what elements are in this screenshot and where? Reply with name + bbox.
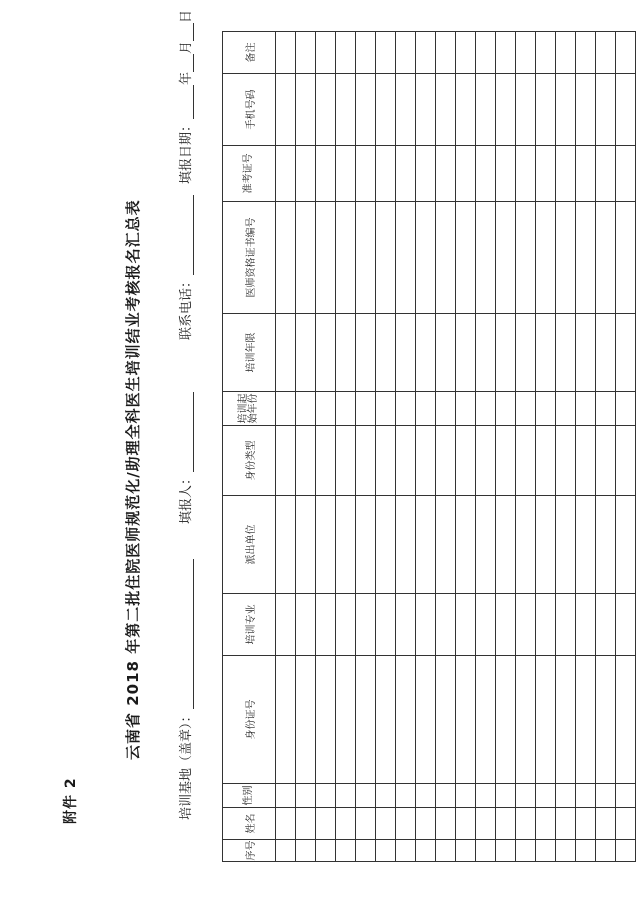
page-title: 云南省 2018 年第二批住院医师规范化/助理全科医生培训结业考核报名汇总表: [124, 199, 142, 760]
table-cell[interactable]: [496, 314, 516, 392]
header-phone: 手机号码: [223, 74, 276, 146]
header-index: 序号: [223, 840, 276, 862]
table-cell[interactable]: [616, 392, 636, 426]
date-label: 填报日期：: [179, 118, 194, 184]
table-cell[interactable]: [536, 594, 556, 656]
table-cell[interactable]: [336, 496, 356, 594]
table-cell[interactable]: [556, 784, 576, 808]
table-cell[interactable]: [416, 426, 436, 496]
header-exam-number: 准考证号: [223, 146, 276, 202]
table-cell[interactable]: [396, 496, 416, 594]
table-header-row: [223, 32, 276, 862]
table-cell[interactable]: [596, 426, 616, 496]
header-gender: 性别: [223, 784, 276, 808]
table-cell[interactable]: [476, 496, 496, 594]
table-cell[interactable]: [556, 32, 576, 74]
table-cell[interactable]: [616, 74, 636, 146]
table-cell[interactable]: [396, 594, 416, 656]
table-cell[interactable]: [596, 392, 616, 426]
table-cell[interactable]: [496, 840, 516, 862]
table-row: [296, 32, 316, 862]
table-cell[interactable]: [416, 594, 436, 656]
date-day: 日: [179, 9, 194, 23]
table-cell[interactable]: [536, 656, 556, 784]
table-cell[interactable]: [456, 656, 476, 784]
table-cell[interactable]: [296, 426, 316, 496]
table-cell[interactable]: [476, 784, 496, 808]
table-cell[interactable]: [296, 594, 316, 656]
table-cell[interactable]: [536, 426, 556, 496]
table-cell[interactable]: [316, 74, 336, 146]
table-cell[interactable]: [356, 74, 376, 146]
table-cell[interactable]: [516, 784, 536, 808]
table-cell[interactable]: [476, 808, 496, 840]
table-cell[interactable]: [416, 392, 436, 426]
table-row: [556, 32, 576, 862]
table-cell[interactable]: [576, 656, 596, 784]
table-cell[interactable]: [436, 840, 456, 862]
table-cell[interactable]: [376, 594, 396, 656]
table-cell[interactable]: [336, 426, 356, 496]
table-cell[interactable]: [616, 314, 636, 392]
table-cell[interactable]: [536, 32, 556, 74]
table-cell[interactable]: [556, 74, 576, 146]
table-cell[interactable]: [536, 808, 556, 840]
table-cell[interactable]: [396, 74, 416, 146]
table-cell[interactable]: [296, 146, 316, 202]
table-cell[interactable]: [536, 496, 556, 594]
date-month-blank[interactable]: [179, 54, 194, 72]
table-cell[interactable]: [316, 32, 336, 74]
table-cell[interactable]: [316, 426, 336, 496]
table-cell[interactable]: [576, 202, 596, 314]
table-cell[interactable]: [576, 496, 596, 594]
table-cell[interactable]: [416, 74, 436, 146]
table-cell[interactable]: [376, 202, 396, 314]
table-row: [476, 32, 496, 862]
table-cell[interactable]: [416, 202, 436, 314]
date-month: 月: [179, 40, 194, 54]
table-cell[interactable]: [336, 146, 356, 202]
table-cell[interactable]: [296, 74, 316, 146]
table-cell[interactable]: [516, 656, 536, 784]
table-cell[interactable]: [356, 32, 376, 74]
filler-label: 填报人：: [179, 471, 194, 524]
table-cell[interactable]: [456, 74, 476, 146]
table-cell[interactable]: [276, 32, 296, 74]
table-cell[interactable]: [576, 392, 596, 426]
table-cell[interactable]: [436, 656, 456, 784]
table-cell[interactable]: [496, 74, 516, 146]
table-cell[interactable]: [476, 392, 496, 426]
table-cell[interactable]: [496, 784, 516, 808]
base-field: [175, 559, 194, 820]
table-cell[interactable]: [436, 784, 456, 808]
table-cell[interactable]: [516, 808, 536, 840]
table-cell[interactable]: [496, 202, 516, 314]
header-years: 培训年限: [223, 314, 276, 392]
table-cell[interactable]: [596, 808, 616, 840]
table-cell[interactable]: [476, 594, 496, 656]
table-cell[interactable]: [616, 426, 636, 496]
table-cell[interactable]: [336, 784, 356, 808]
table-cell[interactable]: [496, 594, 516, 656]
table-cell[interactable]: [456, 594, 476, 656]
table-cell[interactable]: [476, 426, 496, 496]
registration-table: [222, 31, 636, 862]
table-cell[interactable]: [296, 202, 316, 314]
table-cell[interactable]: [276, 594, 296, 656]
table-cell[interactable]: [436, 392, 456, 426]
table-cell[interactable]: [616, 146, 636, 202]
date-year: 年: [179, 71, 194, 85]
table-cell[interactable]: [436, 32, 456, 74]
table-cell[interactable]: [456, 784, 476, 808]
table-cell[interactable]: [516, 840, 536, 862]
base-blank[interactable]: [179, 559, 194, 709]
table-cell[interactable]: [476, 202, 496, 314]
table-cell[interactable]: [356, 808, 376, 840]
table-cell[interactable]: [376, 74, 396, 146]
table-cell[interactable]: [536, 784, 556, 808]
table-cell[interactable]: [316, 146, 336, 202]
table-cell[interactable]: [316, 840, 336, 862]
table-cell[interactable]: [276, 840, 296, 862]
table-cell[interactable]: [436, 426, 456, 496]
table-row: [616, 32, 636, 862]
table-cell[interactable]: [476, 656, 496, 784]
table-cell[interactable]: [496, 392, 516, 426]
table-cell[interactable]: [496, 32, 516, 74]
table-row: [356, 32, 376, 862]
table-cell[interactable]: [336, 594, 356, 656]
table-cell[interactable]: [316, 392, 336, 426]
table-cell[interactable]: [456, 32, 476, 74]
filler-field: [175, 392, 194, 524]
table-cell[interactable]: [276, 392, 296, 426]
table-cell[interactable]: [416, 840, 436, 862]
header-remarks: 备注: [223, 32, 276, 74]
table-cell[interactable]: [396, 392, 416, 426]
header-unit: 派出单位: [223, 496, 276, 594]
table-cell[interactable]: [336, 202, 356, 314]
header-start-year: 培训起始年份: [223, 392, 276, 426]
table-cell[interactable]: [496, 808, 516, 840]
table-cell[interactable]: [436, 74, 456, 146]
table-cell[interactable]: [516, 74, 536, 146]
header-name: 姓名: [223, 808, 276, 840]
table-cell[interactable]: [296, 496, 316, 594]
table-cell[interactable]: [436, 202, 456, 314]
table-cell[interactable]: [376, 32, 396, 74]
table-cell[interactable]: [536, 74, 556, 146]
table-cell[interactable]: [536, 314, 556, 392]
table-cell[interactable]: [276, 202, 296, 314]
table-cell[interactable]: [376, 496, 396, 594]
table-cell[interactable]: [616, 808, 636, 840]
table-cell[interactable]: [296, 656, 316, 784]
table-cell[interactable]: [416, 32, 436, 74]
table-cell[interactable]: [516, 426, 536, 496]
table-cell[interactable]: [556, 392, 576, 426]
table-cell[interactable]: [436, 314, 456, 392]
table-cell[interactable]: [416, 656, 436, 784]
table-cell[interactable]: [356, 656, 376, 784]
table-cell[interactable]: [616, 202, 636, 314]
table-cell[interactable]: [356, 392, 376, 426]
table-cell[interactable]: [276, 74, 296, 146]
table-body: [276, 32, 636, 862]
table-cell[interactable]: [356, 594, 376, 656]
table-cell[interactable]: [376, 426, 396, 496]
table-cell[interactable]: [516, 594, 536, 656]
table-cell[interactable]: [356, 840, 376, 862]
table-cell[interactable]: [296, 392, 316, 426]
table-cell[interactable]: [376, 314, 396, 392]
table-cell[interactable]: [576, 594, 596, 656]
table-cell[interactable]: [596, 146, 616, 202]
table-cell[interactable]: [396, 426, 416, 496]
table-cell[interactable]: [436, 594, 456, 656]
table-row: [496, 32, 516, 862]
table-row: [336, 32, 356, 862]
table-cell[interactable]: [336, 656, 356, 784]
table-cell[interactable]: [456, 314, 476, 392]
table-cell[interactable]: [496, 656, 516, 784]
table-cell[interactable]: [616, 784, 636, 808]
table-cell[interactable]: [556, 426, 576, 496]
table-cell[interactable]: [336, 392, 356, 426]
table-cell[interactable]: [516, 32, 536, 74]
table-cell[interactable]: [596, 784, 616, 808]
table-cell[interactable]: [516, 496, 536, 594]
table-cell[interactable]: [276, 808, 296, 840]
table-cell[interactable]: [356, 146, 376, 202]
table-cell[interactable]: [596, 74, 616, 146]
table-cell[interactable]: [596, 840, 616, 862]
table-cell[interactable]: [356, 314, 376, 392]
date-year-blank[interactable]: [179, 85, 194, 119]
table-cell[interactable]: [396, 808, 416, 840]
table-cell[interactable]: [296, 314, 316, 392]
table-row: [316, 32, 336, 862]
table-cell[interactable]: [416, 146, 436, 202]
table-cell[interactable]: [516, 314, 536, 392]
phone-field: [175, 195, 194, 340]
table-cell[interactable]: [556, 594, 576, 656]
table-cell[interactable]: [536, 840, 556, 862]
table-cell[interactable]: [396, 146, 416, 202]
table-cell[interactable]: [316, 496, 336, 594]
date-day-blank[interactable]: [179, 23, 194, 41]
table-cell[interactable]: [276, 496, 296, 594]
table-cell[interactable]: [336, 840, 356, 862]
table-cell[interactable]: [416, 784, 436, 808]
table-cell[interactable]: [536, 392, 556, 426]
table-cell[interactable]: [556, 314, 576, 392]
table-cell[interactable]: [336, 74, 356, 146]
table-cell[interactable]: [276, 784, 296, 808]
table-cell[interactable]: [576, 426, 596, 496]
table-row: [396, 32, 416, 862]
phone-label: 联系电话：: [179, 274, 194, 340]
table-cell[interactable]: [276, 656, 296, 784]
filler-blank[interactable]: [179, 392, 194, 472]
table-cell[interactable]: [336, 314, 356, 392]
table-cell[interactable]: [316, 594, 336, 656]
table-cell[interactable]: [276, 314, 296, 392]
table-cell[interactable]: [576, 840, 596, 862]
table-cell[interactable]: [376, 146, 396, 202]
table-cell[interactable]: [536, 146, 556, 202]
table-cell[interactable]: [396, 32, 416, 74]
table-row: [576, 32, 596, 862]
table-cell[interactable]: [296, 784, 316, 808]
table-cell[interactable]: [356, 784, 376, 808]
table-cell[interactable]: [576, 32, 596, 74]
table-cell[interactable]: [556, 656, 576, 784]
table-cell[interactable]: [476, 32, 496, 74]
table-cell[interactable]: [576, 74, 596, 146]
table-cell[interactable]: [476, 146, 496, 202]
table-row: [416, 32, 436, 862]
table-cell[interactable]: [596, 202, 616, 314]
table-cell[interactable]: [556, 808, 576, 840]
table-cell[interactable]: [376, 808, 396, 840]
table-cell[interactable]: [516, 392, 536, 426]
table-cell[interactable]: [356, 426, 376, 496]
table-row: [596, 32, 616, 862]
table-cell[interactable]: [416, 496, 436, 594]
table-cell[interactable]: [476, 314, 496, 392]
table-cell[interactable]: [596, 656, 616, 784]
table-row: [536, 32, 556, 862]
table-cell[interactable]: [416, 314, 436, 392]
table-cell[interactable]: [496, 426, 516, 496]
table-row: [516, 32, 536, 862]
table-cell[interactable]: [376, 656, 396, 784]
table-cell[interactable]: [596, 32, 616, 74]
table-cell[interactable]: [476, 74, 496, 146]
table-cell[interactable]: [296, 840, 316, 862]
table-cell[interactable]: [516, 202, 536, 314]
table-cell[interactable]: [316, 202, 336, 314]
table-cell[interactable]: [376, 392, 396, 426]
table-cell[interactable]: [456, 426, 476, 496]
table-cell[interactable]: [596, 314, 616, 392]
table-cell[interactable]: [456, 808, 476, 840]
table-cell[interactable]: [336, 808, 356, 840]
table-cell[interactable]: [376, 784, 396, 808]
table-cell[interactable]: [416, 808, 436, 840]
table-cell[interactable]: [476, 840, 496, 862]
table-cell[interactable]: [316, 314, 336, 392]
phone-blank[interactable]: [179, 195, 194, 275]
table-cell[interactable]: [576, 146, 596, 202]
table-cell[interactable]: [616, 496, 636, 594]
table-cell[interactable]: [396, 784, 416, 808]
table-cell[interactable]: [356, 202, 376, 314]
base-label: 培训基地（盖章）：: [179, 709, 194, 820]
table-cell[interactable]: [576, 808, 596, 840]
table-cell[interactable]: [316, 808, 336, 840]
table-cell[interactable]: [396, 314, 416, 392]
table-cell[interactable]: [436, 808, 456, 840]
table-cell[interactable]: [616, 656, 636, 784]
table-cell[interactable]: [456, 496, 476, 594]
table-cell[interactable]: [616, 594, 636, 656]
table-cell[interactable]: [456, 840, 476, 862]
table-cell[interactable]: [456, 202, 476, 314]
header-id-number: 身份证号: [223, 656, 276, 784]
table-cell[interactable]: [296, 32, 316, 74]
table-row: [436, 32, 456, 862]
table-cell[interactable]: [616, 32, 636, 74]
header-specialty: 培训专业: [223, 594, 276, 656]
table-cell[interactable]: [576, 314, 596, 392]
attachment-label: 附件 2: [63, 777, 79, 824]
table-cell[interactable]: [436, 146, 456, 202]
table-cell[interactable]: [276, 146, 296, 202]
table-cell[interactable]: [376, 840, 396, 862]
table-cell[interactable]: [496, 496, 516, 594]
table-row: [276, 32, 296, 862]
table-cell[interactable]: [556, 202, 576, 314]
table-row: [376, 32, 396, 862]
table-cell[interactable]: [396, 840, 416, 862]
table-cell[interactable]: [296, 808, 316, 840]
table-cell[interactable]: [396, 202, 416, 314]
table-cell[interactable]: [556, 840, 576, 862]
table-cell[interactable]: [496, 146, 516, 202]
table-cell[interactable]: [456, 392, 476, 426]
table-cell[interactable]: [516, 146, 536, 202]
table-cell[interactable]: [336, 32, 356, 74]
table-cell[interactable]: [576, 784, 596, 808]
table-cell[interactable]: [316, 656, 336, 784]
table-cell[interactable]: [536, 202, 556, 314]
table-cell[interactable]: [556, 496, 576, 594]
table-cell[interactable]: [436, 496, 456, 594]
table-row: [456, 32, 476, 862]
table-cell[interactable]: [316, 784, 336, 808]
table-cell[interactable]: [596, 594, 616, 656]
table-cell[interactable]: [276, 426, 296, 496]
table-cell[interactable]: [396, 656, 416, 784]
date-field: [175, 10, 194, 184]
header-identity-type: 身份类型: [223, 426, 276, 496]
table-cell[interactable]: [556, 146, 576, 202]
table-cell[interactable]: [356, 496, 376, 594]
table-cell[interactable]: [596, 496, 616, 594]
table-cell[interactable]: [456, 146, 476, 202]
table-cell[interactable]: [616, 840, 636, 862]
header-license-number: 医师资格证书编号: [223, 202, 276, 314]
